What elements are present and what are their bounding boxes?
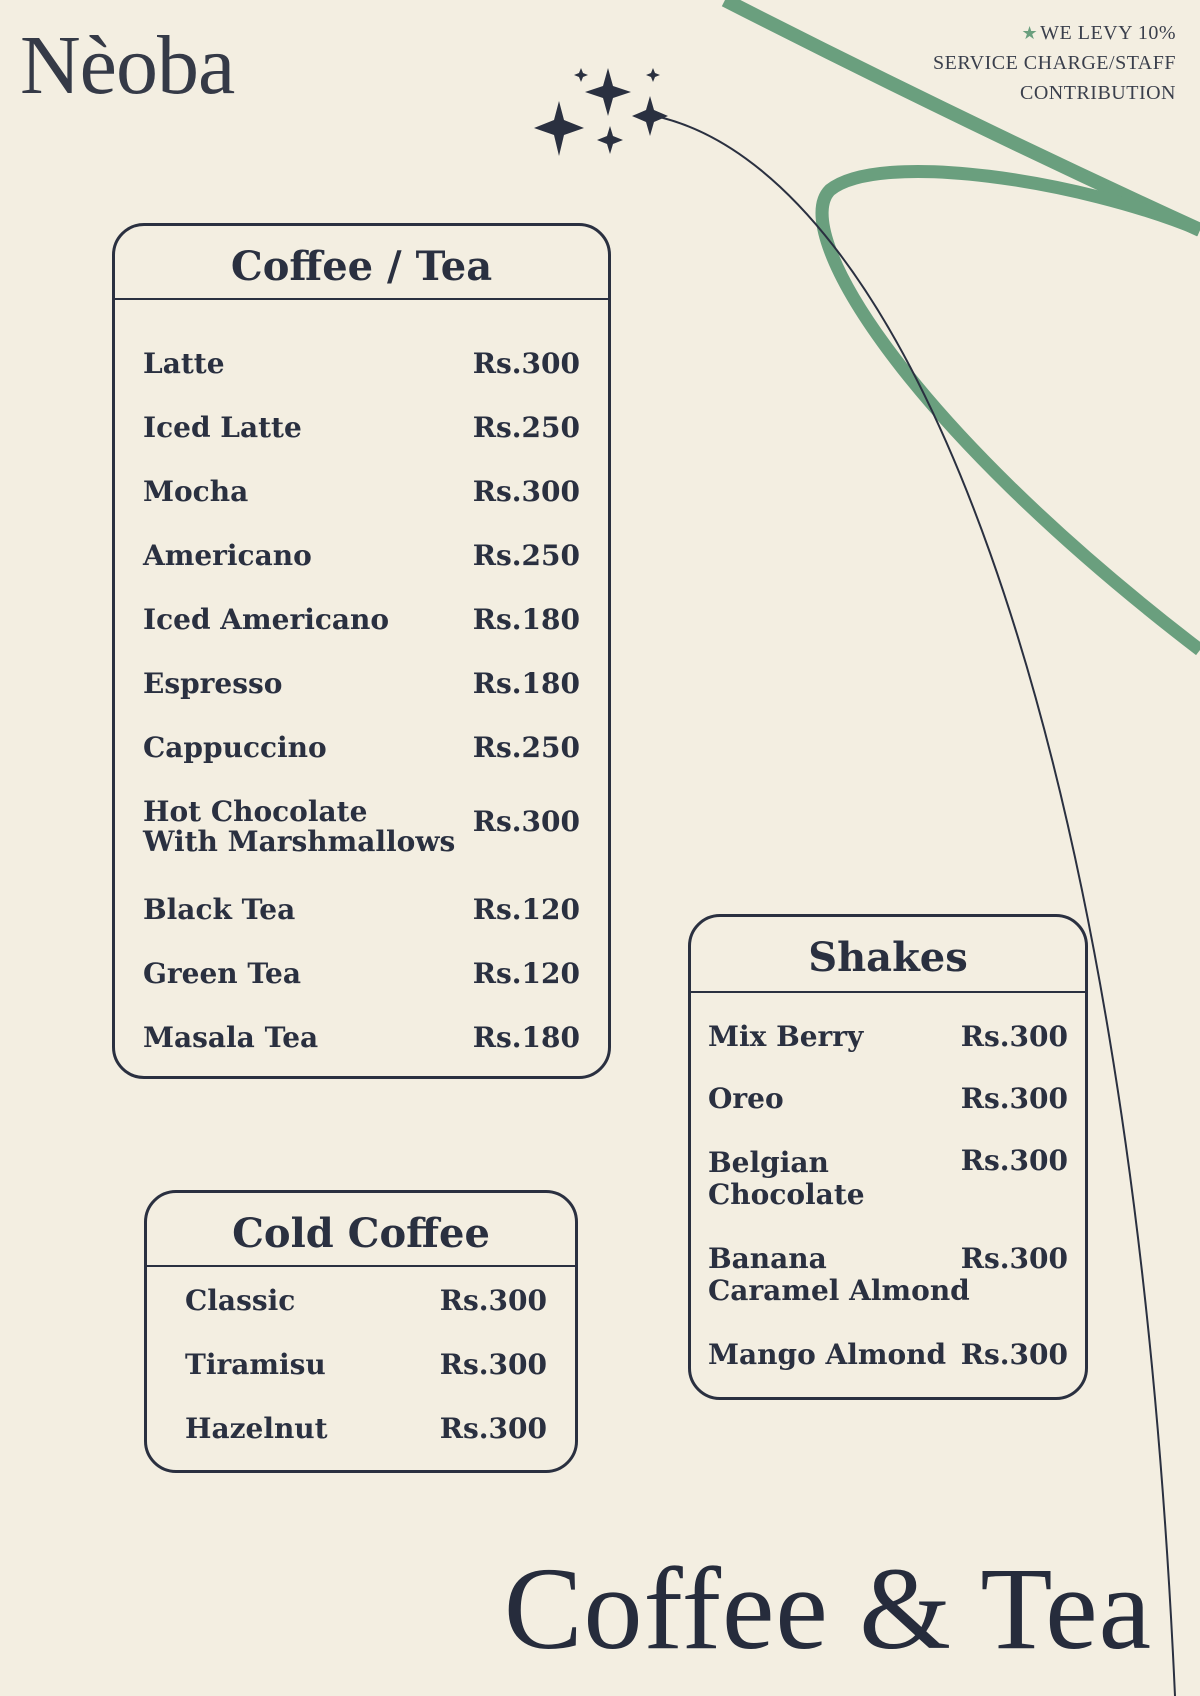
item-name: Mango Almond <box>708 1338 947 1371</box>
item-price: Rs.300 <box>472 475 580 508</box>
item-name: Americano <box>143 539 312 572</box>
item-name: Mix Berry <box>708 1020 864 1053</box>
item-price: Rs.300 <box>472 805 580 838</box>
cold-coffee-section <box>144 1190 578 1473</box>
item-name: Black Tea <box>143 893 296 926</box>
item-name: Classic <box>185 1284 296 1317</box>
notice-line: CONTRIBUTION <box>1020 82 1176 104</box>
item-price: Rs.250 <box>472 731 580 764</box>
section-title: Cold Coffee <box>147 1193 575 1267</box>
item-name: Iced Americano <box>143 603 390 636</box>
item-price: Rs.300 <box>472 347 580 380</box>
item-name: Cappuccino <box>143 731 327 764</box>
item-name: Mocha <box>143 475 249 508</box>
item-name-line1: Belgian <box>708 1146 829 1179</box>
notice-line: SERVICE CHARGE/STAFF <box>933 52 1176 74</box>
item-name-line2: Caramel Almond <box>708 1274 970 1307</box>
service-charge-notice <box>933 18 1176 108</box>
shakes-section <box>688 914 1088 1400</box>
section-title: Shakes <box>691 917 1085 993</box>
item-name: Espresso <box>143 667 283 700</box>
menu-item <box>691 1243 1085 1307</box>
item-price: Rs.120 <box>472 893 580 926</box>
item-price: Rs.120 <box>472 957 580 990</box>
notice-line: WE LEVY 10% <box>1040 22 1176 44</box>
page-title: Coffee & Tea <box>503 1543 1152 1674</box>
item-price: Rs.300 <box>960 1242 1068 1275</box>
coffee-tea-section <box>112 223 611 1079</box>
item-name-line1: Hot Chocolate <box>143 795 368 828</box>
section-title: Coffee / Tea <box>115 226 608 300</box>
item-price: Rs.300 <box>439 1412 547 1445</box>
item-name-line1: Banana <box>708 1242 827 1275</box>
item-price: Rs.300 <box>960 1338 1068 1371</box>
item-name-line2: With Marshmallows <box>143 825 456 858</box>
item-name: Latte <box>143 347 225 380</box>
menu-item <box>115 796 608 860</box>
item-price: Rs.180 <box>472 667 580 700</box>
item-name: Iced Latte <box>143 411 302 444</box>
item-price: Rs.300 <box>960 1020 1068 1053</box>
item-name: Oreo <box>708 1082 784 1115</box>
item-price: Rs.250 <box>472 539 580 572</box>
item-name: Masala Tea <box>143 1021 319 1054</box>
item-name: Tiramisu <box>185 1348 326 1381</box>
item-price: Rs.300 <box>439 1348 547 1381</box>
item-name: Hazelnut <box>185 1412 328 1445</box>
item-price: Rs.180 <box>472 1021 580 1054</box>
star-icon: ★ <box>1021 23 1039 43</box>
brand-logo: Nèoba <box>20 19 235 112</box>
item-price: Rs.300 <box>439 1284 547 1317</box>
item-price: Rs.250 <box>472 411 580 444</box>
item-name-line2: Chocolate <box>708 1178 865 1211</box>
item-price: Rs.300 <box>960 1082 1068 1115</box>
menu-item <box>691 1144 1085 1211</box>
item-name: Green Tea <box>143 957 301 990</box>
item-price: Rs.300 <box>960 1144 1068 1177</box>
stars-icon <box>534 68 668 156</box>
item-price: Rs.180 <box>472 603 580 636</box>
